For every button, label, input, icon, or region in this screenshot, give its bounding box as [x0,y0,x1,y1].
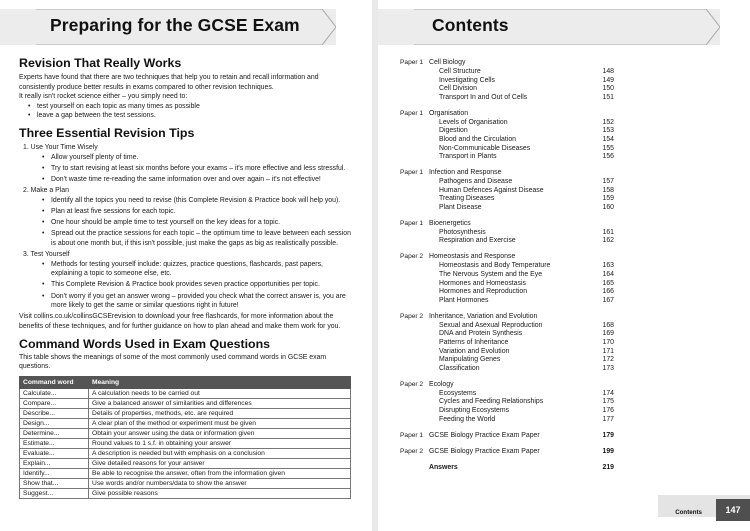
topic-page: 158 [602,186,614,194]
section-name: Inheritance, Variation and Evolution [429,312,538,320]
topic-name: Respiration and Exercise [439,237,516,245]
topic-page: 177 [602,415,614,423]
section-name: Homeostasis and Response [429,253,516,261]
list-item: • This Complete Revision & Practice book provides seven practice opportunities per topic. [39,280,355,290]
command-word-cell: Identify... [20,468,89,478]
topic-name: DNA and Protein Synthesis [439,330,523,338]
paper-label: Paper 2 [400,380,424,388]
contents-topic-row [400,127,740,136]
topic-page: 168 [602,321,614,329]
command-word-cell: Evaluate... [20,448,89,458]
table-row [20,468,351,478]
topic-name: The Nervous System and the Eye [439,271,543,279]
contents-list [400,58,740,473]
contents-topic-row [400,145,740,154]
contents-topic-row [400,390,740,399]
contents-section-row [400,219,740,229]
topic-name: Disrupting Ecosystems [439,406,510,414]
contents-topic-row [400,416,740,425]
tip-2-list [19,196,355,249]
meaning-cell: A calculation needs to be carried out [89,388,351,398]
topic-name: Plant Hormones [439,296,489,304]
contents-topic-row [400,85,740,94]
meaning-cell: Give detailed reasons for your answer [89,458,351,468]
contents-banner [378,9,720,45]
topic-name: Non-Communicable Diseases [439,144,531,152]
topic-name: Investigating Cells [439,76,495,84]
topic-page: 173 [602,364,614,372]
page-title: Preparing for the GCSE Exam [50,15,300,35]
topic-name: Hormones and Reproduction [439,288,528,296]
tip-3-title: 3. Test Yourself [23,251,70,259]
contents-section-row [400,58,740,68]
topic-page: 157 [602,178,614,186]
contents-section-row [400,109,740,119]
topic-name: Homeostasis and Body Temperature [439,262,551,270]
contents-section-row [400,168,740,178]
topic-name: Human Defences Against Disease [439,186,544,194]
contents-topic-row [400,365,740,374]
practice-paper-page: 199 [602,447,614,455]
list-item: • Spread out the practice sessions for each topic – the optimum time to leave between each session is about one month but, if this isn't possible, just make the gaps as big as realistically possible. [39,229,355,248]
meaning-cell: Round values to 1 s.f. in obtaining your answer [89,438,351,448]
contents-topic-row [400,204,740,213]
topic-page: 156 [602,153,614,161]
list-item: • Methods for testing yourself include: quizzes, practice questions, flashcards, past papers, explaining a topic to someone else, etc. [39,260,355,279]
paper-label: Paper 2 [400,312,424,320]
table-row [20,388,351,398]
section-heading-revision: Revision That Really Works [19,56,182,70]
contents-title: Contents [432,15,509,35]
contents-topic-row [400,339,740,348]
topic-page: 148 [602,68,614,75]
list-item: • Don't waste time re-reading the same information over and over again – it's not effective! [39,175,355,185]
topic-name: Feeding the World [439,415,496,423]
contents-topic-row [400,271,740,280]
topic-name: Plant Disease [439,203,482,211]
topic-page: 160 [602,203,614,211]
table-row [20,448,351,458]
topic-page: 162 [602,237,614,245]
command-word-cell: Estimate... [20,438,89,448]
practice-paper-name: GCSE Biology Practice Exam Paper [429,431,540,439]
command-word-cell: Determine... [20,428,89,438]
footer-contents-label: Contents [675,509,702,516]
list-item: • test yourself on each topic as many times as possible [25,102,355,112]
topic-page: 171 [602,347,614,355]
revision-lead: It really isn't rocket science either – you simply need to: [19,93,188,101]
topic-name: Photosynthesis [439,228,486,236]
revision-intro: Experts have found that there are two techniques that help you to retain and recall information and consistently produce better results in exams compared to other revision techniques. [19,74,319,91]
topic-page: 164 [602,271,614,279]
table-row [20,398,351,408]
command-words-table-body [20,388,351,498]
practice-paper-page: 179 [602,431,614,439]
topic-page: 174 [602,389,614,397]
topic-name: Blood and the Circulation [439,135,516,143]
contents-section-row [400,312,740,322]
topic-name: Transport In and Out of Cells [439,93,528,101]
topic-page: 172 [602,356,614,364]
page-number: 147 [716,499,750,521]
paper-label: Paper 1 [400,59,424,66]
topic-name: Treating Diseases [439,195,495,203]
table-row [20,428,351,438]
right-page [378,0,750,531]
paper-label: Paper 1 [400,431,424,439]
contents-topic-row [400,195,740,204]
paper-label: Paper 1 [400,219,424,227]
revision-bullet-list [19,102,355,121]
contents-topic-row [400,288,740,297]
list-item: • Try to start revising at least six months before your exams – it's more effective and less stressful. [39,164,355,174]
contents-section-row [400,252,740,262]
topic-name: Digestion [439,127,468,135]
tip-3-list [19,260,355,311]
list-item: • Don't worry if you get an answer wrong – provided you check what the correct answer is, you are more likely to get the same or similar questions right in future! [39,292,355,311]
contents-topic-row [400,348,740,357]
answers-page: 219 [602,464,614,472]
command-word-cell: Describe... [20,408,89,418]
contents-topic-row [400,136,740,145]
list-item: • Plan at least five sessions for each topic. [39,207,355,217]
table-row [20,478,351,488]
topic-page: 151 [602,93,614,101]
topic-page: 163 [602,262,614,270]
topic-name: Pathogens and Disease [439,178,513,186]
topic-page: 152 [602,118,614,126]
tip-2-title: 2. Make a Plan [23,187,69,195]
meaning-cell: Details of properties, methods, etc. are required [89,408,351,418]
contents-topic-row [400,68,740,77]
topic-name: Cycles and Feeding Relationships [439,398,544,406]
topic-name: Sexual and Asexual Reproduction [439,321,543,329]
topic-page: 169 [602,330,614,338]
meaning-cell: A description is needed but with emphasis on a conclusion [89,448,351,458]
section-name: Ecology [429,380,454,388]
left-content [19,56,355,499]
contents-topic-row [400,77,740,86]
command-word-cell: Compare... [20,398,89,408]
paper-label: Paper 1 [400,169,424,177]
section-heading-command-words: Command Words Used in Exam Questions [19,336,271,351]
topic-name: Cell Structure [439,68,481,75]
practice-paper-row [400,447,740,457]
command-word-cell: Design... [20,418,89,428]
title-banner [0,9,336,45]
topic-page: 149 [602,76,614,84]
paper-label: Paper 2 [400,253,424,261]
topic-page: 150 [602,85,614,93]
command-word-cell: Show that... [20,478,89,488]
contents-topic-row [400,280,740,289]
meaning-cell: Obtain your answer using the data or information given [89,428,351,438]
command-word-cell: Suggest... [20,488,89,498]
practice-paper-name: GCSE Biology Practice Exam Paper [429,447,540,455]
visit-paragraph: Visit collins.co.uk/collinsGCSErevision to download your free flashcards, for more information about the benefits of these techniques, and for further guidance on how to plan ahead and make them work for you. [19,313,341,330]
contents-topic-row [400,119,740,128]
topic-name: Patterns of Inheritance [439,339,509,347]
topic-name: Manipulating Genes [439,356,501,364]
command-word-cell: Calculate... [20,388,89,398]
meaning-cell: A clear plan of the method or experiment must be given [89,418,351,428]
contents-topic-row [400,237,740,246]
topic-page: 167 [602,296,614,304]
tip-1-title: 1. Use Your Time Wisely [23,143,98,151]
list-item: • One hour should be ample time to test yourself on the key ideas for a topic. [39,218,355,228]
table-row [20,408,351,418]
command-word-cell: Explain... [20,458,89,468]
left-page [0,0,372,531]
topic-page: 170 [602,339,614,347]
contents-topic-row [400,94,740,103]
section-name: Organisation [429,109,469,117]
meaning-cell: Use words and/or numbers/data to show the answer [89,478,351,488]
contents-topic-row [400,153,740,162]
list-item: • Identify all the topics you need to revise (this Complete Revision & Practice book will help you). [39,196,355,206]
list-item: • Allow yourself plenty of time. [39,153,355,163]
topic-page: 161 [602,228,614,236]
table-row [20,418,351,428]
paper-label: Paper 1 [400,109,424,117]
topic-page: 159 [602,195,614,203]
topic-name: Ecosystems [439,389,477,397]
command-words-table [19,376,351,499]
topic-page: 176 [602,406,614,414]
contents-topic-row [400,187,740,196]
contents-topic-row [400,356,740,365]
table-row [20,488,351,498]
contents-topic-row [400,178,740,187]
topic-page: 155 [602,144,614,152]
column-header: Command word [20,376,89,388]
topic-page: 154 [602,135,614,143]
topic-page: 153 [602,127,614,135]
contents-topic-row [400,398,740,407]
topic-page: 175 [602,398,614,406]
contents-topic-row [400,330,740,339]
meaning-cell: Be able to recognise the answer, often from the information given [89,468,351,478]
topic-name: Hormones and Homeostasis [439,279,526,287]
section-heading-tips: Three Essential Revision Tips [19,125,195,140]
answers-label: Answers [429,464,458,472]
topic-name: Classification [439,364,480,372]
tip-1-list [19,153,355,185]
table-row [20,438,351,448]
section-name: Infection and Response [429,169,502,177]
contents-topic-row [400,262,740,271]
topic-page: 166 [602,288,614,296]
paper-label: Paper 2 [400,447,424,455]
topic-name: Variation and Evolution [439,347,510,355]
topic-name: Cell Division [439,85,477,93]
contents-banner-shape [378,9,720,45]
list-item: • leave a gap between the test sessions. [25,111,355,121]
topic-page: 165 [602,279,614,287]
table-row [20,458,351,468]
section-name: Cell Biology [429,59,466,66]
contents-section-row [400,380,740,390]
section-name: Bioenergetics [429,219,471,227]
topic-name: Transport in Plants [439,153,497,161]
contents-topic-row [400,407,740,416]
meaning-cell: Give a balanced answer of similarities and differences [89,398,351,408]
contents-topic-row [400,297,740,306]
meaning-cell: Give possible reasons [89,488,351,498]
contents-topic-row [400,322,740,331]
table-header-row [20,376,351,388]
practice-paper-row [400,431,740,441]
topic-name: Levels of Organisation [439,118,508,126]
contents-topic-row [400,229,740,238]
command-words-intro: This table shows the meanings of some of the most commonly used command words in GCSE exam questions. [19,353,327,371]
column-header: Meaning [89,376,351,388]
answers-row [400,463,740,473]
